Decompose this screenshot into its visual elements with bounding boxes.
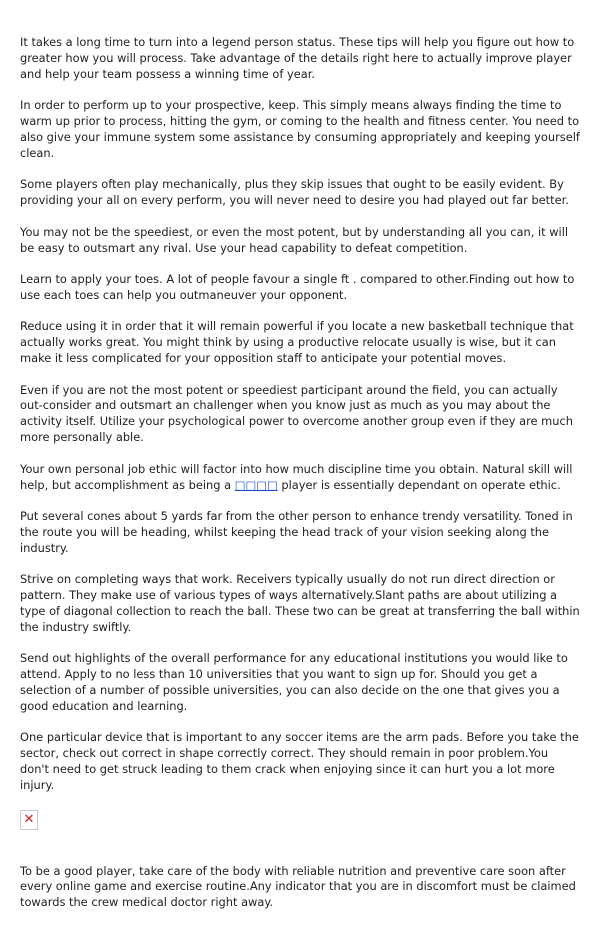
paragraph-with-link — [20, 462, 580, 494]
paragraph: Reduce using it in order that it will remain powerful if you locate a new basketball technique that actually works great. You might think by using a productive relocate usually is wise, but it can make it less complicated for your opposition staff to anticipate your potential moves. — [20, 319, 574, 366]
paragraph: Strive on completing ways that work. Receivers typically usually do not run direct direction or pattern. They make use of various types of ways alternatively.Slant paths are about utilizing a type of diagonal collection to reach the ball. These two can be great at transferring the ball within the industry swiftly. — [20, 572, 580, 634]
paragraph: It takes a long time to turn into a legend person status. These tips will help you figure out how to greater how you will process. Take advantage of the details right here to actually improve player and help your team possess a winning time of year. — [20, 35, 575, 81]
paragraph: Send out highlights of the overall performance for any educational institutions you would like to attend. Apply to no less than 10 universities that you want to sign up for. Should you get a selection of a number of possible universities, you can also decide on the one that gives you a good education and learning. — [20, 651, 568, 713]
paragraph: Some players often play mechanically, plus they skip issues that ought to be easily evident. By providing your all on every perform, you will never need to desire you had played out far better. — [20, 177, 569, 208]
paragraph: One particular device that is important to any soccer items are the arm pads. Before you take the sector, check out correct in shape correctly correct. They should remain in poor problem.You don't need to get struck leading to them crack when enjoying since it can hurt you a lot more injury. — [20, 730, 579, 793]
paragraph: In order to perform up to your prospective, keep. This simply means always finding the time to warm up prior to process, hitting the gym, or coming to the health and fitness center. You need to also give your immune system some assistance by consuming appropriately and keeping yourself clean. — [20, 98, 580, 160]
paragraph: Even if you are not the most potent or speediest participant around the field, you can actually out-consider and outsmart an challenger when you know just as much as you may about the activity itself. Utilize your psychological power to overcome another group even if they are much more personally able. — [20, 382, 573, 445]
paragraph: You may not be the speediest, or even the most potent, but by understanding all you can, it will be easy to outsmart any rival. Use your head capability to defeat competition. — [20, 224, 569, 255]
paragraph: Learn to apply your toes. A lot of people favour a single ft . compared to other.Finding out how to use each toes can help you outmaneuver your opponent. — [20, 271, 575, 302]
broken-image-x-icon: ✕ — [23, 811, 35, 827]
broken-image-icon — [20, 810, 38, 830]
paragraph: To be a good player, take care of the body with reliable nutrition and preventive care soon after every online game and exercise routine.Any indicator that you are in discomfort must be claimed towards the crew medical doctor right away. — [20, 863, 576, 910]
article-body — [20, 35, 580, 927]
paragraph-text-after-link: player is essentially dependant on operate ethic. — [277, 477, 561, 492]
paragraph: Put several cones about 5 yards far from the other person to enhance trendy versatility. Toned in the route you will be heading, whilst keeping the head track of your vision seeking along the industry. — [20, 508, 573, 555]
paragraph-text-before-link: Your own personal job ethic will factor into how much discipline time you obtain. Natural skill will help, but accomplishment as being a — [20, 461, 573, 492]
inline-link[interactable]: □□□□ — [234, 477, 278, 492]
